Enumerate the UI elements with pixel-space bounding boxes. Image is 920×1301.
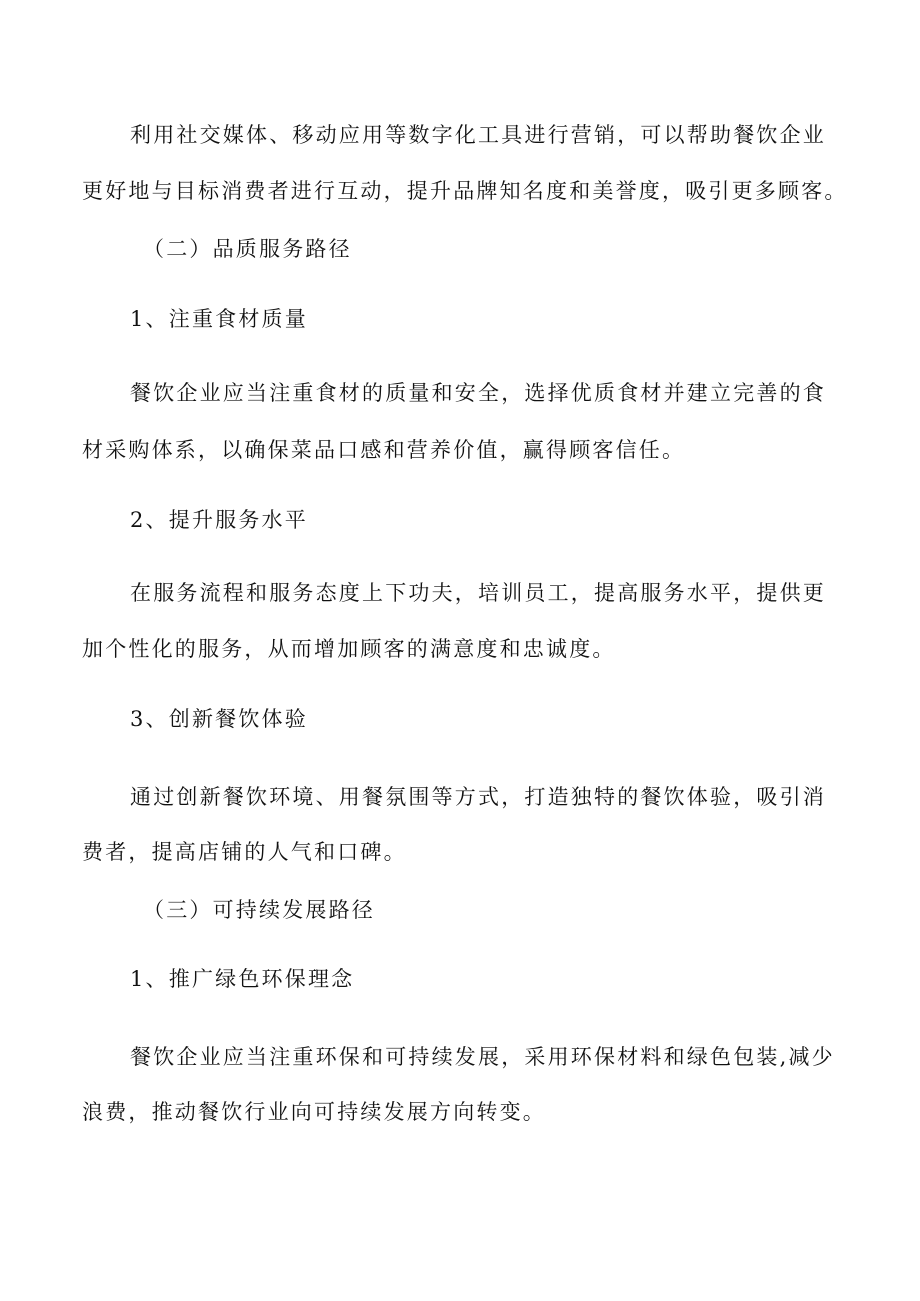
paragraph-line: 浪费，推动餐饮行业向可持续发展方向转变。 <box>82 1100 546 1124</box>
paragraph-line: 加个性化的服务，从而增加顾客的满意度和忠诚度。 <box>82 637 616 661</box>
numbered-heading: 3、创新餐饮体验 <box>130 707 308 731</box>
paragraph-line: 费者，提高店铺的人气和口碑。 <box>82 840 407 864</box>
numbered-heading: 1、推广绿色环保理念 <box>130 967 355 991</box>
paragraph-line: 通过创新餐饮环境、用餐氛围等方式，打造独特的餐饮体验，吸引消 <box>130 785 826 809</box>
numbered-heading: 1、注重食材质量 <box>130 307 308 331</box>
paragraph-line: 餐饮企业应当注重环保和可持续发展，采用环保材料和绿色包装,减少 <box>130 1045 835 1069</box>
paragraph-line: 材采购体系，以确保菜品口感和营养价值，赢得顾客信任。 <box>82 438 686 462</box>
section-heading: （三）可持续发展路径 <box>143 898 375 922</box>
paragraph-line: 在服务流程和服务态度上下功夫，培训员工，提高服务水平，提供更 <box>130 581 826 605</box>
paragraph-line: 餐饮企业应当注重食材的质量和安全，选择优质食材并建立完善的食 <box>130 381 826 405</box>
section-heading: （二）品质服务路径 <box>143 237 352 261</box>
paragraph-line: 更好地与目标消费者进行互动，提升品牌知名度和美誉度，吸引更多顾客。 <box>82 179 848 203</box>
paragraph-line: 利用社交媒体、移动应用等数字化工具进行营销，可以帮助餐饮企业 <box>130 123 826 147</box>
numbered-heading: 2、提升服务水平 <box>130 508 308 532</box>
